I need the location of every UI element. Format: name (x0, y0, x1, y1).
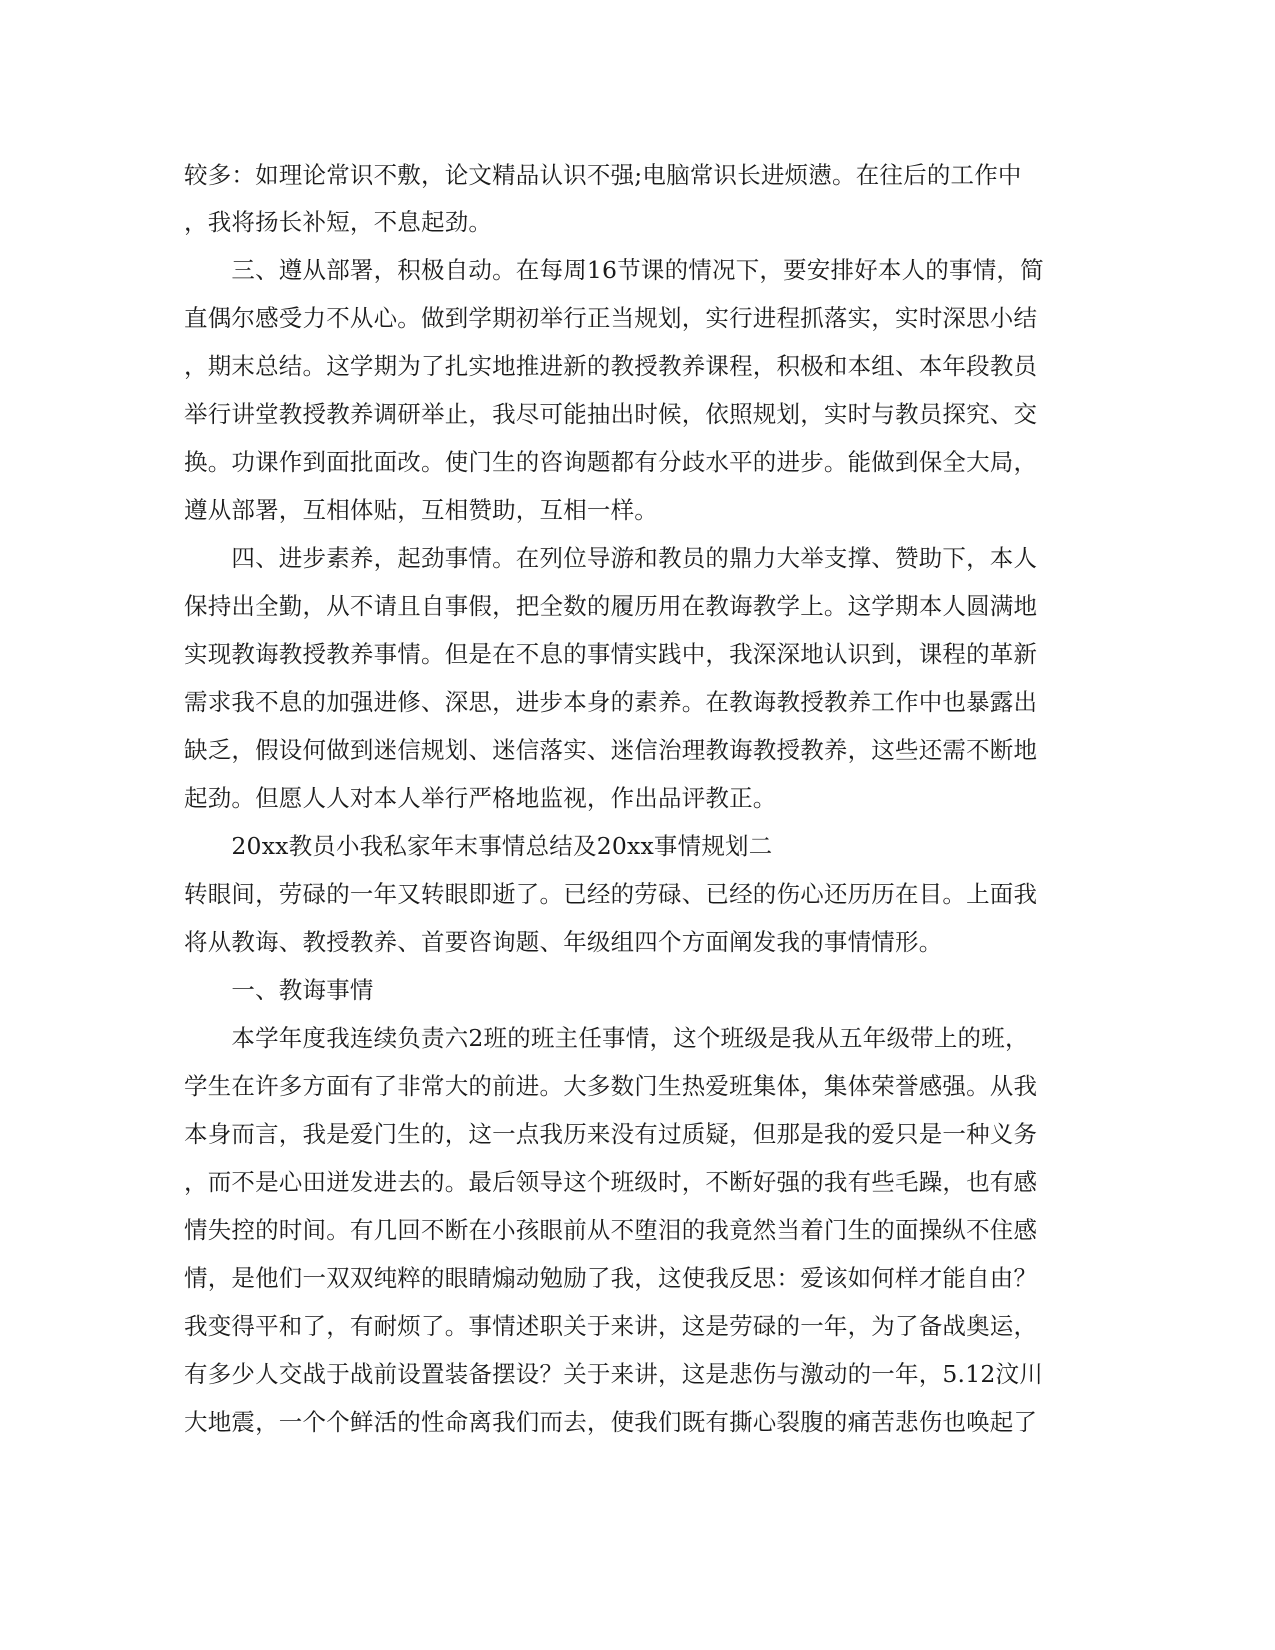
text-line: 四、进步素养，起劲事情。在列位导游和教员的鼎力大举支撑、赞助下，本人 (184, 544, 1038, 572)
section-heading-line: 一、教诲事情 (184, 976, 374, 1004)
text-line: 直偶尔感受力不从心。做到学期初举行正当规划，实行进程抓落实，实时深思小结 (184, 304, 1038, 332)
text-line: 缺乏，假设何做到迷信规划、迷信落实、迷信治理教诲教授教养，这些还需不断地 (184, 736, 1038, 764)
text-line: 情，是他们一双双纯粹的眼睛煽动勉励了我，这使我反思：爱该如何样才能自由？ (184, 1264, 1038, 1292)
text-line: 有多少人交战于战前设置装备摆设？关于来讲，这是悲伤与激动的一年，5.12汶川 (184, 1360, 1043, 1388)
text-line: 大地震，一个个鲜活的性命离我们而去，使我们既有撕心裂腹的痛苦悲伤也唤起了 (184, 1408, 1038, 1436)
text-line: 三、遵从部署，积极自动。在每周16节课的情况下，要安排好本人的事情，简 (184, 256, 1044, 284)
text-line: ，我将扬长补短，不息起劲。 (184, 208, 493, 236)
text-line: 学生在许多方面有了非常大的前进。大多数门生热爱班集体，集体荣誉感强。从我 (184, 1072, 1038, 1100)
text-line: 本身而言，我是爱门生的，这一点我历来没有过质疑，但那是我的爱只是一种义务 (184, 1120, 1038, 1148)
text-line: 换。功课作到面批面改。使门生的咨询题都有分歧水平的进步。能做到保全大局， (184, 448, 1038, 476)
section-title-line: 20xx教员小我私家年末事情总结及20xx事情规划二 (184, 832, 773, 860)
text-line: 情失控的时间。有几回不断在小孩眼前从不堕泪的我竟然当着门生的面操纵不住感 (184, 1216, 1038, 1244)
text-line: 遵从部署，互相体贴，互相赞助，互相一样。 (184, 496, 658, 524)
text-line: 需求我不息的加强进修、深思，进步本身的素养。在教诲教授教养工作中也暴露出 (184, 688, 1038, 716)
text-line: 我变得平和了，有耐烦了。事情述职关于来讲，这是劳碌的一年，为了备战奥运， (184, 1312, 1038, 1340)
document-page (184, 152, 1079, 1446)
text-line: 转眼间，劳碌的一年又转眼即逝了。已经的劳碌、已经的伤心还历历在目。上面我 (184, 880, 1038, 908)
text-line: ，而不是心田迸发进去的。最后领导这个班级时，不断好强的我有些毛躁，也有感 (184, 1168, 1038, 1196)
text-line: 将从教诲、教授教养、首要咨询题、年级组四个方面阐发我的事情情形。 (184, 928, 943, 956)
text-line: 保持出全勤，从不请且自事假，把全数的履历用在教诲教学上。这学期本人圆满地 (184, 592, 1038, 620)
text-line: 较多：如理论常识不敷，论文精品认识不强;电脑常识长进烦懑。在往后的工作中 (184, 161, 1022, 189)
text-line: 本学年度我连续负责六2班的班主任事情，这个班级是我从五年级带上的班， (184, 1024, 1029, 1052)
text-line: 举行讲堂教授教养调研举止，我尽可能抽出时候，依照规划，实时与教员探究、交 (184, 400, 1038, 428)
text-line: ，期末总结。这学期为了扎实地推进新的教授教养课程，积极和本组、本年段教员 (184, 352, 1038, 380)
text-line: 起劲。但愿人人对本人举行严格地监视，作出品评教正。 (184, 784, 777, 812)
text-line: 实现教诲教授教养事情。但是在不息的事情实践中，我深深地认识到，课程的革新 (184, 640, 1038, 668)
